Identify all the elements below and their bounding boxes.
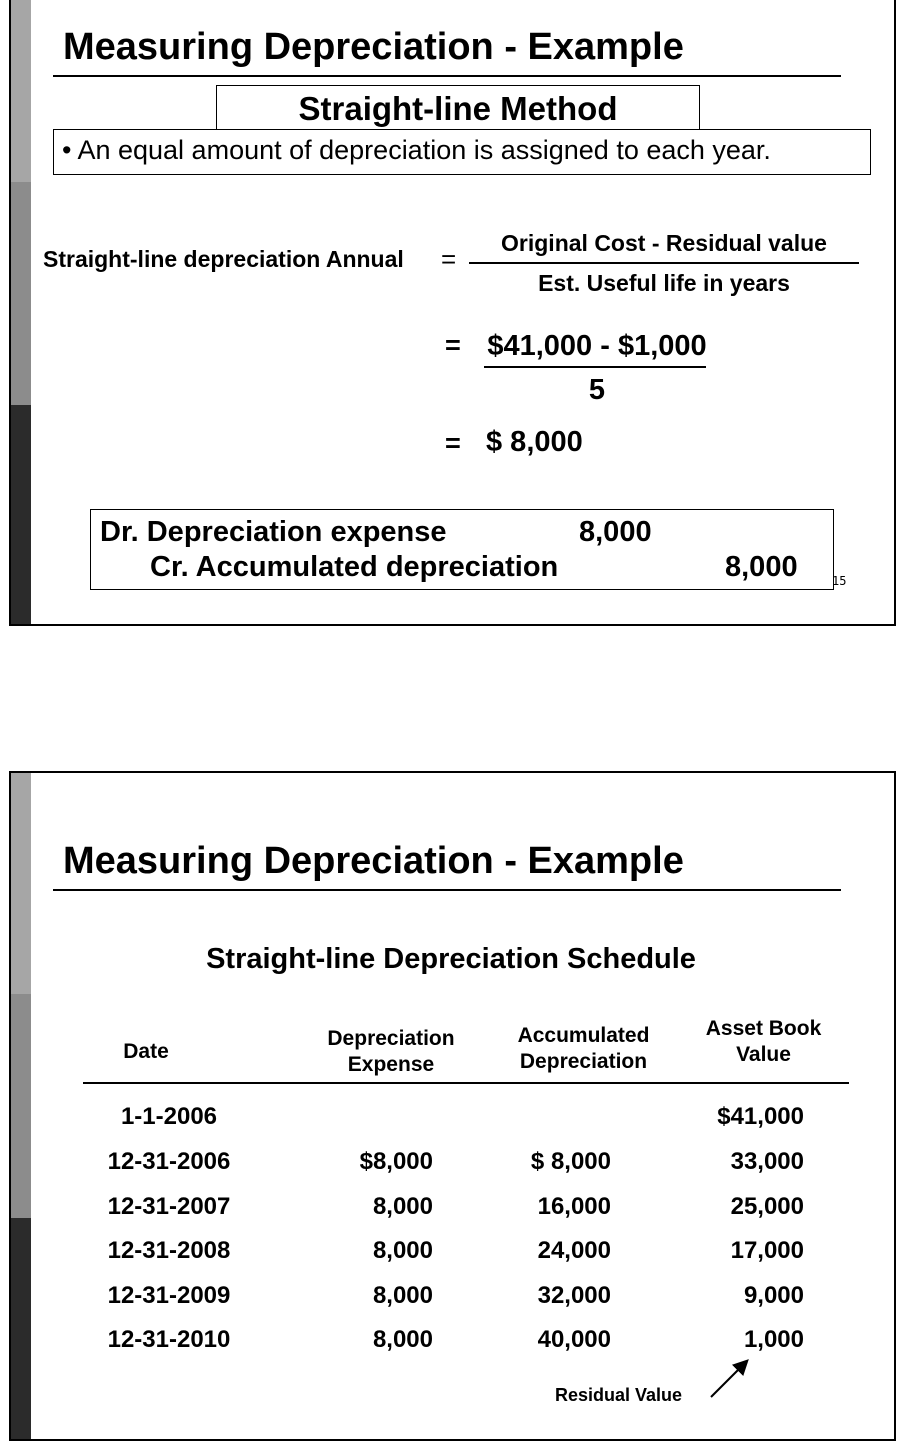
method-label: Straight-line Method <box>298 90 618 127</box>
bullet-box <box>53 129 871 175</box>
formula-label: Straight-line depreciation Annual <box>43 246 404 272</box>
cell-date: 12-31-2006 <box>107 1148 231 1175</box>
annotation-arrow-icon <box>706 1353 756 1403</box>
formula-equals: = <box>441 244 457 274</box>
cell-accumulated: 32,000 <box>537 1282 611 1309</box>
slide-title: Measuring Depreciation - Example <box>63 26 684 68</box>
cell-date: 12-31-2008 <box>107 1237 231 1264</box>
cell-date: 12-31-2007 <box>107 1193 231 1220</box>
cell-date: 12-31-2009 <box>107 1282 231 1309</box>
calc-denominator: 5 <box>588 374 606 406</box>
title-underline <box>53 75 841 77</box>
method-label-box <box>216 85 700 131</box>
cell-book-value: 9,000 <box>743 1282 804 1309</box>
cell-accumulated: 16,000 <box>537 1193 611 1220</box>
cell-book-value: 33,000 <box>730 1148 804 1175</box>
page-number: 15 <box>832 574 847 588</box>
cell-expense: $8,000 <box>359 1148 433 1175</box>
accent-bar-segment <box>11 405 31 624</box>
debit-account: Dr. Depreciation expense <box>100 516 447 548</box>
slide-title: Measuring Depreciation - Example <box>63 840 684 882</box>
cell-expense: 8,000 <box>372 1193 433 1220</box>
cell-book-value: 1,000 <box>743 1326 804 1353</box>
formula-numerator: Original Cost - Residual value <box>501 230 827 256</box>
slide-accent-bar <box>11 0 31 624</box>
calc-equals: = <box>445 330 461 360</box>
calc-result: $ 8,000 <box>486 426 583 458</box>
cell-date: 12-31-2010 <box>107 1326 231 1353</box>
schedule-title: Straight-line Depreciation Schedule <box>206 943 696 975</box>
slide-2 <box>9 771 896 1441</box>
cell-expense: 8,000 <box>372 1282 433 1309</box>
formula-denominator: Est. Useful life in years <box>538 270 790 296</box>
cell-book-value: 25,000 <box>730 1193 804 1220</box>
debit-amount: 8,000 <box>579 516 652 548</box>
accent-bar-segment <box>11 182 31 405</box>
calc-numerator: $41,000 - $1,000 <box>487 330 707 362</box>
column-header-book-value: Asset Book Value <box>705 1017 822 1066</box>
accent-bar-segment <box>11 1218 31 1439</box>
bullet-text: • An equal amount of depreciation is assigned to each year. <box>62 135 771 165</box>
result-equals: = <box>445 428 461 458</box>
cell-accumulated: 40,000 <box>537 1326 611 1353</box>
column-header-expense: Depreciation Expense <box>327 1027 455 1076</box>
cell-expense: 8,000 <box>372 1237 433 1264</box>
column-header-date: Date <box>123 1040 169 1063</box>
calc-fraction-bar <box>484 366 706 368</box>
credit-amount: 8,000 <box>725 551 798 583</box>
cell-accumulated: 24,000 <box>537 1237 611 1264</box>
cell-accumulated: $ 8,000 <box>530 1148 611 1175</box>
cell-date: 1-1-2006 <box>120 1103 218 1130</box>
slide-accent-bar <box>11 773 31 1439</box>
cell-book-value: $41,000 <box>717 1103 804 1130</box>
slide-1 <box>9 0 896 626</box>
credit-account: Cr. Accumulated depreciation <box>150 551 559 583</box>
cell-book-value: 17,000 <box>730 1237 804 1264</box>
cell-expense: 8,000 <box>372 1326 433 1353</box>
title-underline <box>53 889 841 891</box>
header-divider <box>83 1082 849 1084</box>
journal-entry-box <box>90 509 834 590</box>
fraction-bar <box>469 262 859 264</box>
accent-bar-segment <box>11 994 31 1218</box>
accent-bar-segment <box>11 0 31 182</box>
residual-value-label: Residual Value <box>555 1385 683 1405</box>
column-header-accumulated: Accumulated Depreciation <box>517 1024 650 1073</box>
